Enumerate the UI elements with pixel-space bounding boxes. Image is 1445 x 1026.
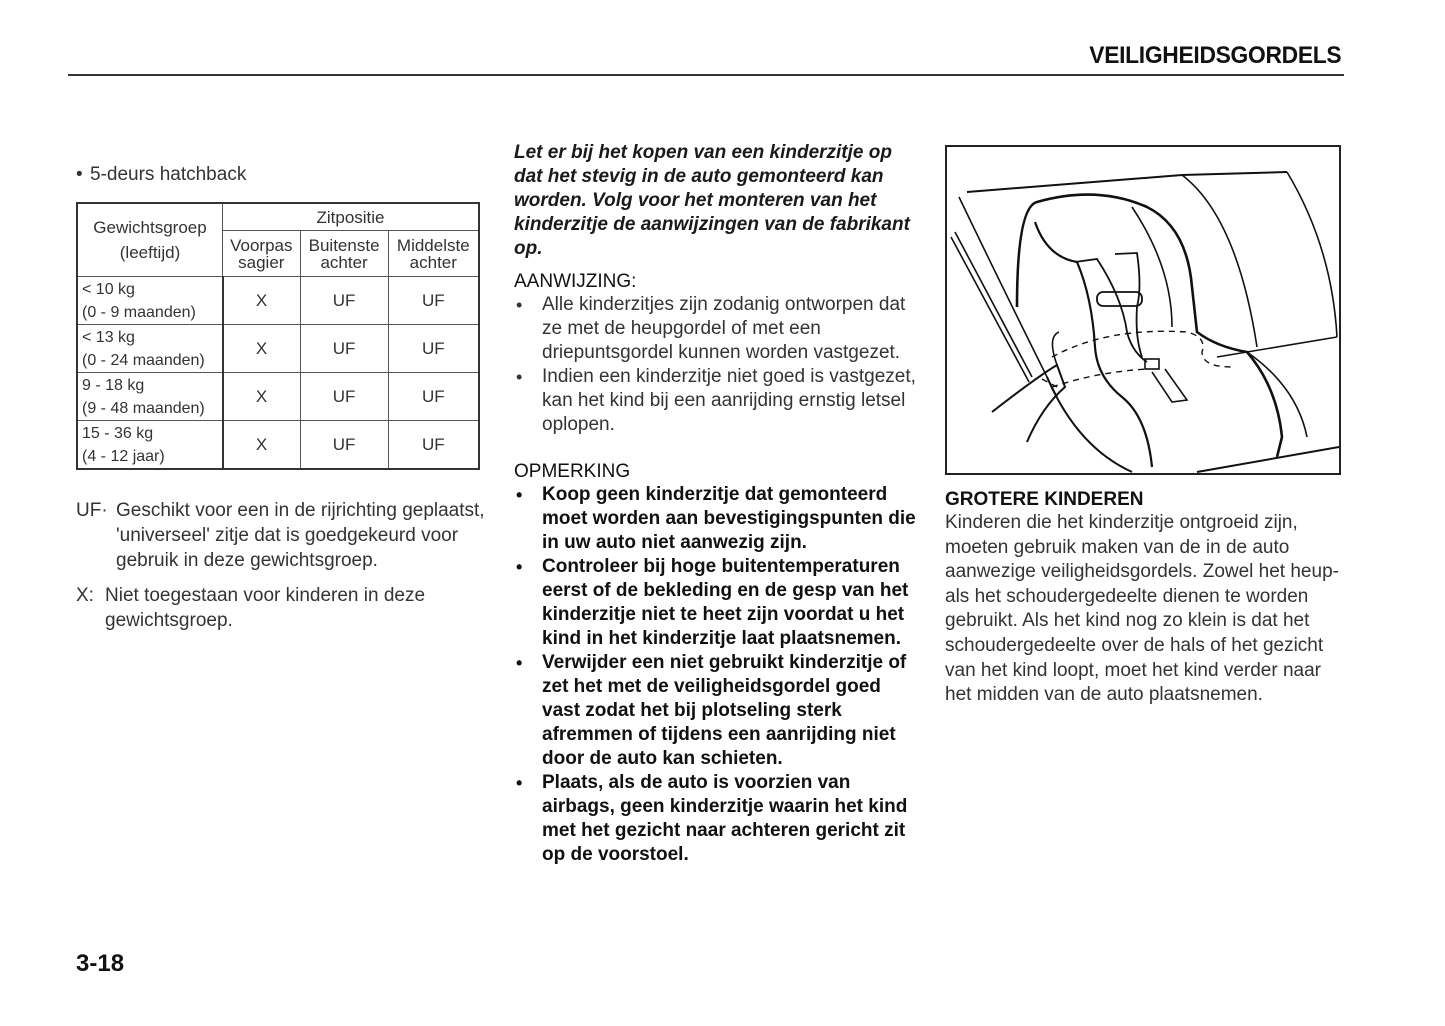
table-legend: [76, 498, 486, 633]
list-item: • Indien een kinderzitje niet goed is vastgezet, kan het kind bij een aanrijding ernstig letsel oplopen.: [514, 365, 924, 437]
aanwijzing-section: [514, 271, 924, 437]
older-children-heading: GROTERE KINDEREN: [945, 489, 1144, 510]
value-cell: X: [223, 373, 301, 421]
legend-description: Niet toegestaan voor kinderen in deze gewichtsgroep.: [105, 585, 426, 631]
table-row: [77, 325, 479, 373]
list-item: • Alle kinderzitjes zijn zodanig ontworpen dat ze met de heupgordel of met een driepuntsgordel kunnen worden vastgezet.: [514, 293, 924, 365]
right-column: [945, 145, 1345, 708]
section-title: VEILIGHEIDSGORDELS: [1088, 42, 1341, 69]
legend-item-uf: [76, 498, 486, 573]
variant-label: [76, 164, 486, 186]
value-cell: X: [223, 421, 301, 470]
value-cell: UF: [388, 277, 479, 325]
weight: 9 - 18 kg: [82, 376, 145, 394]
list-item: • Verwijder een niet gebruikt kinderzitje of zet het met de veiligheidsgordel goed vast zodat het bij plotseling sterk afremmen of tijdens een aanrijding niet door de auto kan schieten.: [514, 651, 924, 771]
weight-group-cell: [77, 421, 223, 470]
column-header-line1: Voorpas: [230, 235, 293, 255]
table-row: [77, 421, 479, 470]
aanwijzing-heading: AANWIJZING:: [514, 271, 637, 292]
value-cell: X: [223, 277, 301, 325]
weight-group-cell: [77, 325, 223, 373]
list-item: • Koop geen kinderzitje dat gemonteerd moet worden aan bevestigingspunten die in uw auto niet aanwezig zijn.: [514, 483, 924, 555]
opmerking-list: [514, 483, 924, 867]
legend-key: X:: [76, 585, 94, 606]
child-seat-drawing-icon: [947, 147, 1339, 473]
bullet-icon: •: [76, 164, 83, 185]
opmerking-heading: OPMERKING: [514, 461, 631, 482]
intro-paragraph: Let er bij het kopen van een kinderzitje op dat het stevig in de auto gemonteerd kan worden. Volg voor het monteren van het kinderzitje de aanwijzingen van de fabrikant op.: [514, 142, 910, 259]
value-cell: X: [223, 325, 301, 373]
left-column: [76, 164, 486, 643]
column-header-line1: Middelste: [396, 235, 470, 255]
group-header-line2: (leeftijd): [119, 243, 181, 262]
value-cell: UF: [388, 373, 479, 421]
age: (9 - 48 maanden): [82, 399, 205, 417]
older-children-section: [945, 489, 1345, 708]
column-header-line1: Buitenste: [308, 235, 380, 255]
seat-position-table: [76, 202, 480, 470]
legend-key: UF·: [76, 500, 108, 521]
opmerking-section: [514, 461, 924, 867]
weight: < 13 kg: [82, 328, 135, 346]
table-row: [77, 373, 479, 421]
value-cell: UF: [300, 421, 388, 470]
variant-text: 5-deurs hatchback: [90, 164, 247, 185]
value-cell: UF: [300, 373, 388, 421]
child-seat-illustration: [945, 145, 1341, 475]
group-header-line1: Gewichtsgroep: [93, 218, 207, 237]
weight-group-cell: [77, 373, 223, 421]
legend-description: Geschikt voor een in de rijrichting geplaatst, 'universeel' zitje dat is goedgekeurd voor gebruik in deze gewichtsgroep.: [116, 500, 485, 571]
value-cell: UF: [300, 277, 388, 325]
column-header-rear-outer: [300, 231, 388, 277]
legend-item-x: [76, 583, 486, 633]
age: (4 - 12 jaar): [82, 447, 165, 465]
value-cell: UF: [388, 325, 479, 373]
column-header-rear-middle: [388, 231, 479, 277]
column-header-front-passenger: [223, 231, 301, 277]
weight: < 10 kg: [82, 280, 135, 298]
weight-group-cell: [77, 277, 223, 325]
page-number: 3-18: [76, 950, 125, 977]
middle-column: [514, 141, 924, 867]
header-rule: [68, 74, 1344, 76]
older-children-body: Kinderen die het kinderzitje ontgroeid zijn, moeten gebruik maken van de in de auto aanwezige veiligheidsgordels. Zowel het heup- als het schoudergedeelte dienen te worden gebruikt. Als het kind nog zo klein is dat het schoudergedeelte over de hals of het gezicht van het kind loopt, moet het kind verder naar het midden van de auto plaatsnemen.: [945, 512, 1339, 706]
position-header: Zitpositie: [223, 203, 480, 231]
list-item: • Plaats, als de auto is voorzien van airbags, geen kinderzitje waarin het kind met het gezicht naar achteren gericht zit op de voorstoel.: [514, 771, 924, 867]
age: (0 - 24 maanden): [82, 351, 205, 369]
list-item: • Controleer bij hoge buitentemperaturen eerst of de bekleding en de gesp van het kinderzitje niet te heet zijn voordat u het kind in het kinderzitje laat plaatsnemen.: [514, 555, 924, 651]
column-header-line2: achter: [320, 252, 368, 272]
value-cell: UF: [300, 325, 388, 373]
age: (0 - 9 maanden): [82, 303, 196, 321]
weight: 15 - 36 kg: [82, 424, 154, 442]
aanwijzing-list: [514, 293, 924, 437]
value-cell: UF: [388, 421, 479, 470]
group-header: [77, 203, 223, 277]
column-header-line2: achter: [409, 252, 457, 272]
column-header-line2: sagier: [238, 252, 285, 272]
table-row: [77, 277, 479, 325]
